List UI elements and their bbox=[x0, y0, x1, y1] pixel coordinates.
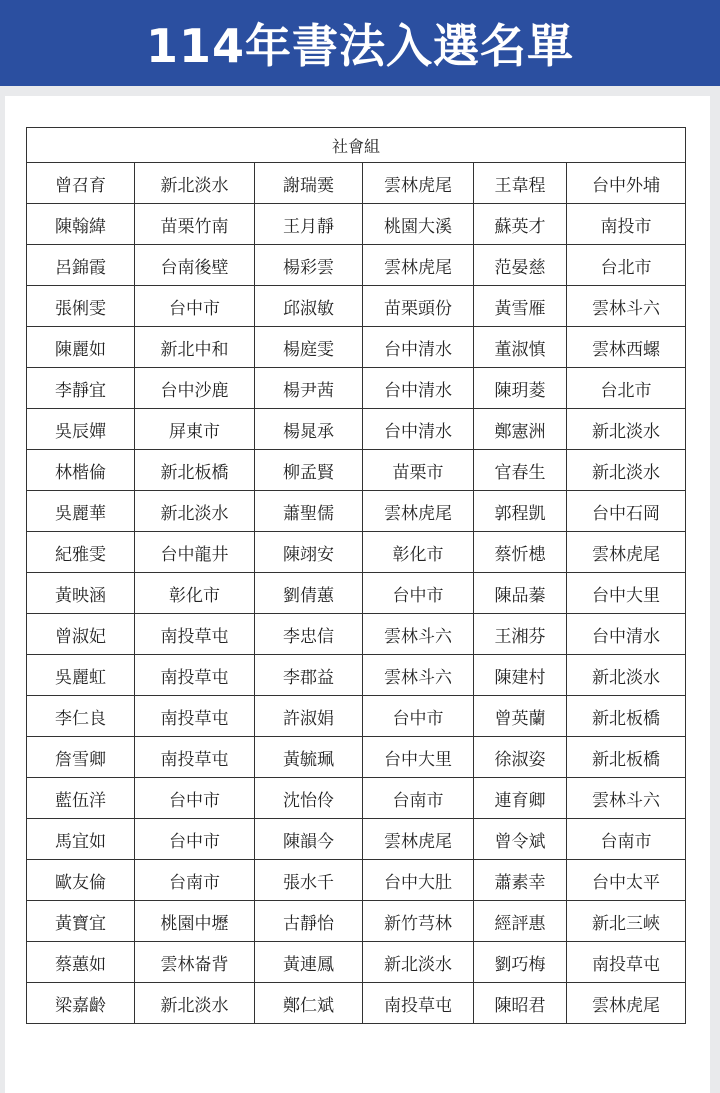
entrant-name-cell: 王月靜 bbox=[255, 204, 363, 245]
entrant-region-cell: 新北板橋 bbox=[567, 696, 686, 737]
entrant-region-cell: 台中龍井 bbox=[135, 532, 255, 573]
table-row bbox=[27, 655, 686, 696]
table-row bbox=[27, 860, 686, 901]
entrant-region-cell: 南投草屯 bbox=[135, 696, 255, 737]
entrant-name-cell: 陳品蓁 bbox=[474, 573, 567, 614]
entrant-region-cell: 南投市 bbox=[567, 204, 686, 245]
entrant-name-cell: 鄭仁斌 bbox=[255, 983, 363, 1024]
table-row bbox=[27, 983, 686, 1024]
entrant-name-cell: 陳麗如 bbox=[27, 327, 135, 368]
entrant-name-cell: 吳辰嬋 bbox=[27, 409, 135, 450]
entrant-region-cell: 台中市 bbox=[135, 286, 255, 327]
entrant-name-cell: 李仁良 bbox=[27, 696, 135, 737]
entrant-name-cell: 官春生 bbox=[474, 450, 567, 491]
table-row bbox=[27, 409, 686, 450]
entrant-name-cell: 陳翰緯 bbox=[27, 204, 135, 245]
entrant-region-cell: 台中清水 bbox=[567, 614, 686, 655]
entrant-name-cell: 陳建村 bbox=[474, 655, 567, 696]
table-row bbox=[27, 245, 686, 286]
entrant-name-cell: 沈怡伶 bbox=[255, 778, 363, 819]
document-page bbox=[5, 96, 710, 1093]
entrant-name-cell: 李郡益 bbox=[255, 655, 363, 696]
entrant-region-cell: 雲林崙背 bbox=[135, 942, 255, 983]
entrant-name-cell: 歐友倫 bbox=[27, 860, 135, 901]
table-row bbox=[27, 327, 686, 368]
table-row bbox=[27, 491, 686, 532]
entrant-name-cell: 李忠信 bbox=[255, 614, 363, 655]
entrant-name-cell: 邱淑敏 bbox=[255, 286, 363, 327]
table-row bbox=[27, 901, 686, 942]
entrant-name-cell: 鄭憲洲 bbox=[474, 409, 567, 450]
entrant-region-cell: 台中大肚 bbox=[363, 860, 474, 901]
entrant-name-cell: 黃映涵 bbox=[27, 573, 135, 614]
entrant-region-cell: 南投草屯 bbox=[135, 737, 255, 778]
entrant-name-cell: 范晏慈 bbox=[474, 245, 567, 286]
entrant-region-cell: 台南市 bbox=[363, 778, 474, 819]
entrant-name-cell: 黃毓珮 bbox=[255, 737, 363, 778]
entrant-region-cell: 南投草屯 bbox=[135, 655, 255, 696]
entrant-name-cell: 經評惠 bbox=[474, 901, 567, 942]
entrant-name-cell: 黃雪雁 bbox=[474, 286, 567, 327]
entrant-region-cell: 台中外埔 bbox=[567, 163, 686, 204]
entrant-region-cell: 雲林虎尾 bbox=[363, 819, 474, 860]
table-row bbox=[27, 778, 686, 819]
entrant-name-cell: 楊彩雲 bbox=[255, 245, 363, 286]
entrant-region-cell: 屏東市 bbox=[135, 409, 255, 450]
entrant-name-cell: 許淑娟 bbox=[255, 696, 363, 737]
table-row bbox=[27, 696, 686, 737]
entrant-region-cell: 雲林西螺 bbox=[567, 327, 686, 368]
entrant-region-cell: 雲林虎尾 bbox=[567, 983, 686, 1024]
entrant-name-cell: 蕭素幸 bbox=[474, 860, 567, 901]
entrant-region-cell: 雲林虎尾 bbox=[567, 532, 686, 573]
entrant-name-cell: 楊尹茜 bbox=[255, 368, 363, 409]
entrant-name-cell: 呂錦霞 bbox=[27, 245, 135, 286]
entrant-region-cell: 彰化市 bbox=[363, 532, 474, 573]
page-title: 114年書法入選名單 bbox=[0, 0, 720, 86]
entrant-region-cell: 雲林虎尾 bbox=[363, 491, 474, 532]
entrant-region-cell: 南投草屯 bbox=[567, 942, 686, 983]
entrant-region-cell: 台南後壁 bbox=[135, 245, 255, 286]
entrant-region-cell: 彰化市 bbox=[135, 573, 255, 614]
selection-list-body bbox=[27, 163, 686, 1024]
entrant-region-cell: 新竹芎林 bbox=[363, 901, 474, 942]
entrant-region-cell: 台中大里 bbox=[363, 737, 474, 778]
entrant-region-cell: 新北淡水 bbox=[567, 409, 686, 450]
entrant-region-cell: 新北淡水 bbox=[567, 655, 686, 696]
entrant-name-cell: 陳玥菱 bbox=[474, 368, 567, 409]
entrant-name-cell: 黃寶宜 bbox=[27, 901, 135, 942]
entrant-name-cell: 張水千 bbox=[255, 860, 363, 901]
entrant-name-cell: 王韋程 bbox=[474, 163, 567, 204]
entrant-region-cell: 新北淡水 bbox=[135, 163, 255, 204]
entrant-region-cell: 雲林斗六 bbox=[567, 286, 686, 327]
entrant-region-cell: 台中市 bbox=[135, 819, 255, 860]
entrant-region-cell: 苗栗頭份 bbox=[363, 286, 474, 327]
entrant-region-cell: 苗栗市 bbox=[363, 450, 474, 491]
entrant-name-cell: 張俐雯 bbox=[27, 286, 135, 327]
entrant-region-cell: 台南市 bbox=[567, 819, 686, 860]
entrant-region-cell: 新北中和 bbox=[135, 327, 255, 368]
entrant-region-cell: 新北三峽 bbox=[567, 901, 686, 942]
entrant-name-cell: 蕭聖儒 bbox=[255, 491, 363, 532]
entrant-name-cell: 梁嘉齡 bbox=[27, 983, 135, 1024]
entrant-name-cell: 蔡蕙如 bbox=[27, 942, 135, 983]
entrant-region-cell: 新北淡水 bbox=[567, 450, 686, 491]
entrant-name-cell: 劉倩蕙 bbox=[255, 573, 363, 614]
entrant-name-cell: 劉巧梅 bbox=[474, 942, 567, 983]
entrant-region-cell: 雲林斗六 bbox=[363, 655, 474, 696]
entrant-region-cell: 台北市 bbox=[567, 368, 686, 409]
entrant-name-cell: 古靜怡 bbox=[255, 901, 363, 942]
entrant-region-cell: 台中市 bbox=[135, 778, 255, 819]
entrant-name-cell: 吳麗虹 bbox=[27, 655, 135, 696]
entrant-name-cell: 連育卿 bbox=[474, 778, 567, 819]
group-label: 社會組 bbox=[27, 128, 686, 163]
entrant-name-cell: 詹雪卿 bbox=[27, 737, 135, 778]
entrant-name-cell: 董淑慎 bbox=[474, 327, 567, 368]
entrant-name-cell: 楊晁承 bbox=[255, 409, 363, 450]
entrant-region-cell: 新北淡水 bbox=[135, 983, 255, 1024]
entrant-region-cell: 台中清水 bbox=[363, 368, 474, 409]
entrant-region-cell: 南投草屯 bbox=[363, 983, 474, 1024]
entrant-region-cell: 台中市 bbox=[363, 573, 474, 614]
entrant-name-cell: 陳昭君 bbox=[474, 983, 567, 1024]
group-header-row bbox=[27, 128, 686, 163]
entrant-name-cell: 馬宜如 bbox=[27, 819, 135, 860]
entrant-name-cell: 藍伍洋 bbox=[27, 778, 135, 819]
entrant-region-cell: 南投草屯 bbox=[135, 614, 255, 655]
table-row bbox=[27, 450, 686, 491]
entrant-name-cell: 吳麗華 bbox=[27, 491, 135, 532]
entrant-name-cell: 謝瑞霙 bbox=[255, 163, 363, 204]
entrant-region-cell: 雲林斗六 bbox=[567, 778, 686, 819]
table-row bbox=[27, 942, 686, 983]
entrant-region-cell: 雲林斗六 bbox=[363, 614, 474, 655]
entrant-region-cell: 桃園大溪 bbox=[363, 204, 474, 245]
entrant-region-cell: 新北淡水 bbox=[135, 491, 255, 532]
entrant-name-cell: 曾令斌 bbox=[474, 819, 567, 860]
table-row bbox=[27, 573, 686, 614]
entrant-name-cell: 王湘芬 bbox=[474, 614, 567, 655]
entrant-region-cell: 苗栗竹南 bbox=[135, 204, 255, 245]
entrant-region-cell: 新北板橋 bbox=[135, 450, 255, 491]
entrant-name-cell: 曾英蘭 bbox=[474, 696, 567, 737]
table-row bbox=[27, 819, 686, 860]
entrant-name-cell: 柳孟賢 bbox=[255, 450, 363, 491]
table-row bbox=[27, 286, 686, 327]
entrant-region-cell: 台中太平 bbox=[567, 860, 686, 901]
entrant-region-cell: 台北市 bbox=[567, 245, 686, 286]
entrant-name-cell: 陳翊安 bbox=[255, 532, 363, 573]
entrant-name-cell: 曾召育 bbox=[27, 163, 135, 204]
entrant-name-cell: 林楷倫 bbox=[27, 450, 135, 491]
entrant-name-cell: 楊庭雯 bbox=[255, 327, 363, 368]
entrant-name-cell: 蘇英才 bbox=[474, 204, 567, 245]
table-row bbox=[27, 368, 686, 409]
entrant-region-cell: 台中清水 bbox=[363, 327, 474, 368]
entrant-region-cell: 台中市 bbox=[363, 696, 474, 737]
table-row bbox=[27, 737, 686, 778]
table-row bbox=[27, 204, 686, 245]
entrant-name-cell: 陳韻今 bbox=[255, 819, 363, 860]
entrant-name-cell: 蔡忻槵 bbox=[474, 532, 567, 573]
entrant-name-cell: 曾淑妃 bbox=[27, 614, 135, 655]
entrant-region-cell: 台南市 bbox=[135, 860, 255, 901]
entrant-name-cell: 紀雅雯 bbox=[27, 532, 135, 573]
entrant-region-cell: 雲林虎尾 bbox=[363, 245, 474, 286]
entrant-region-cell: 台中清水 bbox=[363, 409, 474, 450]
entrant-region-cell: 桃園中壢 bbox=[135, 901, 255, 942]
entrant-name-cell: 徐淑姿 bbox=[474, 737, 567, 778]
entrant-region-cell: 新北板橋 bbox=[567, 737, 686, 778]
table-row bbox=[27, 614, 686, 655]
selection-list-table bbox=[26, 127, 686, 1024]
entrant-name-cell: 李靜宜 bbox=[27, 368, 135, 409]
entrant-region-cell: 台中大里 bbox=[567, 573, 686, 614]
entrant-region-cell: 台中沙鹿 bbox=[135, 368, 255, 409]
entrant-region-cell: 台中石岡 bbox=[567, 491, 686, 532]
table-row bbox=[27, 532, 686, 573]
entrant-name-cell: 黃連鳳 bbox=[255, 942, 363, 983]
entrant-region-cell: 雲林虎尾 bbox=[363, 163, 474, 204]
entrant-region-cell: 新北淡水 bbox=[363, 942, 474, 983]
entrant-name-cell: 郭程凱 bbox=[474, 491, 567, 532]
table-row bbox=[27, 163, 686, 204]
